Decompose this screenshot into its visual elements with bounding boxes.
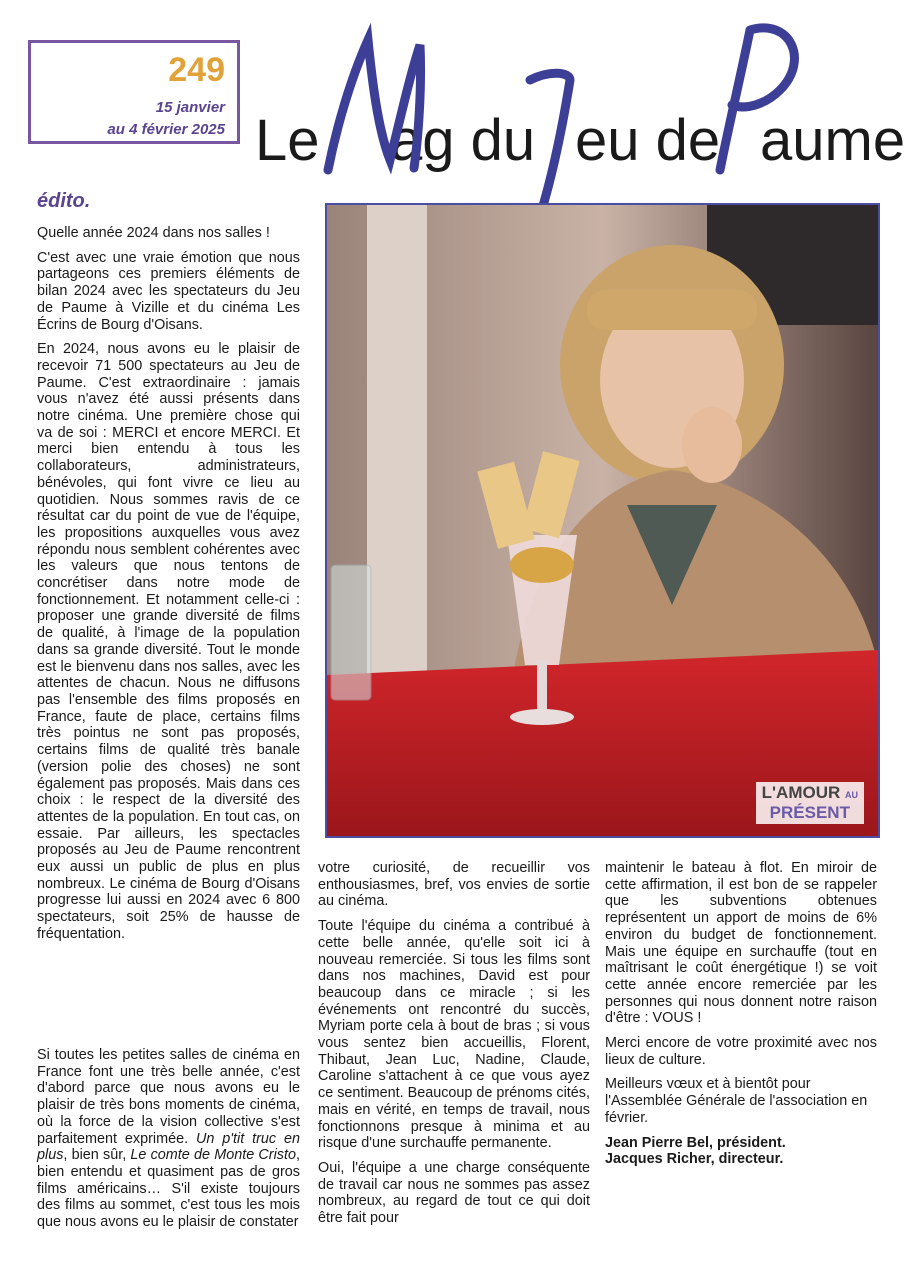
film-still-photo — [325, 203, 880, 838]
masthead-ag: ag du — [390, 108, 536, 173]
signature-directeur: Jacques Richer, directeur. — [605, 1151, 784, 1168]
paragraph-voeux: Meilleurs vœux et à bientôt pour l'Assemblée Générale de l'association en février. — [605, 1076, 868, 1126]
article-column-3 — [605, 860, 877, 1176]
paragraph-emotion: C'est avec une vraie émotion que nous partageons ces premiers éléments de bilan 2024 avec les spectateurs du Jeu de Paume à Vizille et du cinéma Les Écrins de Bourg d'Oisans. — [37, 249, 300, 333]
text-segment: Si toutes les petites salles de cinéma en France font une très belle année, c'est d'abord parce que nous avons eu le plaisir de très bons moments de cinéma, où la force de la vision collective s'est parfaitement exprimée. — [37, 1047, 300, 1147]
photo-illustration — [327, 205, 878, 836]
article-column-1-bottom — [37, 1047, 300, 1239]
issue-box — [28, 40, 240, 144]
film-title-logo — [756, 782, 864, 824]
issue-dates — [107, 97, 225, 141]
paragraph-petites-salles — [37, 1047, 300, 1231]
paragraph-2024: En 2024, nous avons eu le plaisir de recevoir 71 500 spectateurs au Jeu de Paume. C'est extraordinaire : jamais vous n'avez été aussi présents dans notre cinéma. Une première chose qui va de soi : MERCI et encore MERCI. Et merci bien entendu à tous les collaborateurs, administrateurs, bénévoles, qui font vivre ce lieu au quotidien. Nous sommes ravis de ce résultat car du point de vue de l'équipe, les propositions auxquelles vous avez répondu nous semblent cohérentes avec les valeurs que nous tentons de concrétiser dans notre mode de fonctionnement. Et notamment celle-ci : proposer une grande diversité de films de qualité, à l'image de la population dans sa grande diversité. Tout le monde est le bienvenu dans nos salles, avec les attentes de chacun. Nous ne diffusons pas l'ensemble des films proposés en France, faute de place, certains films très pointus ne sont pas proposés, certains films de qualité très banale (version polie des choses) ne sont également pas proposés. Mais dans ces choix : le respect de la diversité des attentes de la population. En tout cas, on essaie. Par ailleurs, les spectacles proposés au Jeu de Paume rencontrent eux aussi un public de plus en plus nombreux. Le cinéma de Bourg d'Oisans progresse lui aussi en 2024 avec 6 800 spectateurs, soit 25% de hausse de fréquentation. — [37, 341, 300, 942]
masthead-le: Le — [255, 108, 320, 173]
film-title-italic: Un p'tit truc en plus — [37, 1130, 300, 1164]
section-label: édito. — [37, 190, 91, 212]
film-logo-small: AU — [845, 790, 858, 800]
paragraph-bateau: maintenir le bateau à flot. En miroir de cette affirmation, il est bon de se rappeler que les subventions obtenues représentent un apport de moins de 6% environ du budget de fonctionnement. Mais une équipe en surchauffe (tout en maîtrisant le coût énergétique !) se voit cette année encore remerciée par les personnes qui nous donnent notre raison d'être : VOUS ! — [605, 860, 877, 1027]
film-logo-line1: L'AMOUR — [761, 783, 841, 802]
paragraph-curiosite: votre curiosité, de recueillir vos enthousiasmes, bref, vos envies de sortie au cinéma. — [318, 860, 590, 910]
issue-date-end: au 4 février 2025 — [107, 121, 225, 138]
masthead-eu-de: eu de — [575, 108, 721, 173]
signature-president: Jean Pierre Bel, président. — [605, 1134, 786, 1151]
article-column-1-top — [37, 225, 300, 951]
film-title-italic: Le comte de Monte Cristo — [130, 1147, 296, 1164]
paragraph-merci: Merci encore de votre proximité avec nos lieux de culture. — [605, 1035, 877, 1068]
issue-date-start: 15 janvier — [155, 99, 225, 116]
text-segment: , bien entendu et quasiment pas de gros films américains… S'il existe toujours des films au sommet, c'est tous les mois que nous avons eu le plaisir de constater — [37, 1147, 300, 1231]
text-segment: , bien sûr, — [63, 1147, 131, 1164]
paragraph-charge: Oui, l'équipe a une charge conséquente de travail car nous ne sommes pas assez nombreux, au regard de tout ce qui doit être fait pour — [318, 1159, 590, 1227]
issue-number: 249 — [168, 51, 225, 89]
film-logo-line2: PRÉSENT — [769, 803, 850, 822]
article-column-2 — [318, 860, 590, 1235]
paragraph-equipe: Toute l'équipe du cinéma a contribué à cette belle année, qu'elle soit ici à nouveau remerciée. Si tous les films sont dans nos machines, David est pour beaucoup dans ce miracle ; si les événements ont rencontré du succès, Myriam porte cela à bout de bras ; si vous vous sentez bien accueillis, Florent, Thibaut, Jean Luc, Nadine, Claude, Caroline s'attachent à ce que vous ayez ce sentiment. Beaucoup de prénoms cités, mais en vérité, en temps de travail, nous fonctionnons presque à minima et au risque d'une surchauffe permanente. — [318, 918, 590, 1152]
signature — [605, 1135, 877, 1168]
paragraph-intro: Quelle année 2024 dans nos salles ! — [37, 225, 270, 241]
masthead-aume: aume — [760, 108, 905, 173]
